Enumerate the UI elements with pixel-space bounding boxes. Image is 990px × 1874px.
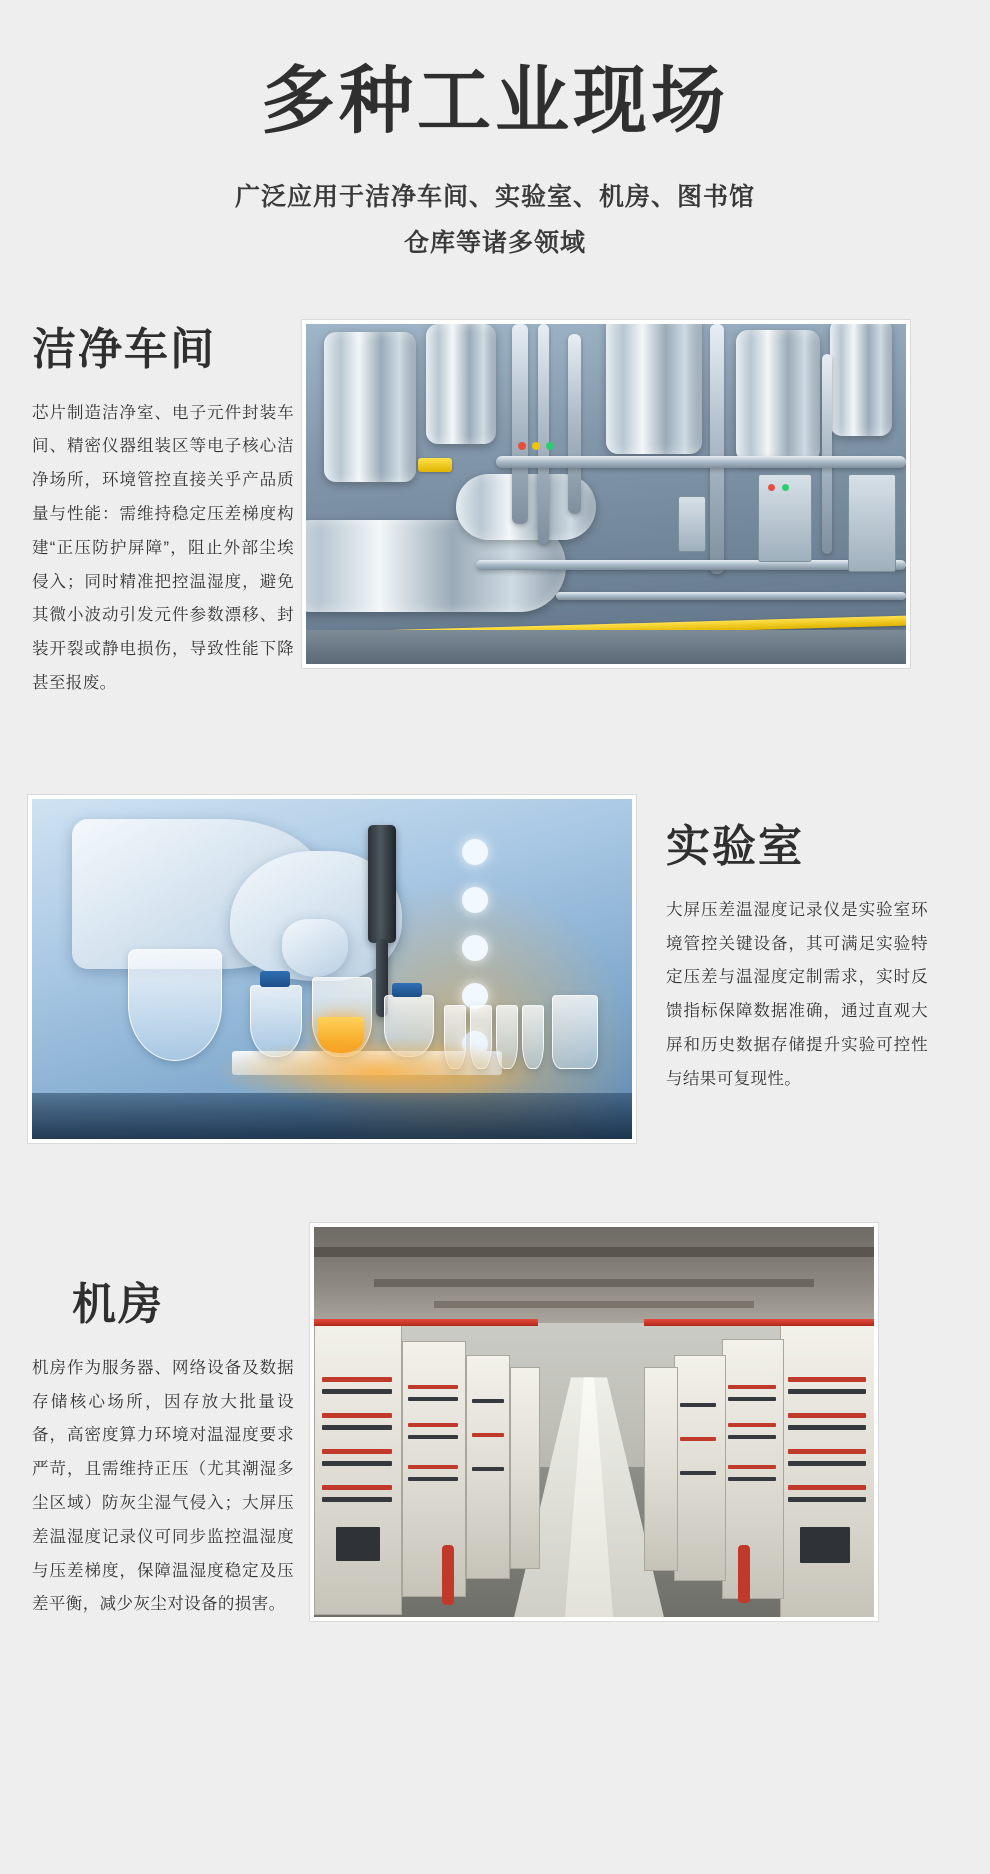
- laboratory-photo: [28, 795, 636, 1143]
- section-cleanroom: [0, 318, 990, 717]
- section-cleanroom-title: 洁净车间: [32, 325, 216, 375]
- section-cleanroom-text: [32, 318, 294, 717]
- section-laboratory-text: [666, 795, 928, 1113]
- section-cleanroom-body: 芯片制造洁净室、电子元件封装车间、精密仪器组装区等电子核心洁净场所，环境管控直接关乎产品质量与性能：需维持稳定压差梯度构建“正压防护屏障”，阻止外部尘埃侵入；同时精准把控温湿度，避免其微小波动引发元件参数漂移、封装开裂或静电损伤，导致性能下降甚至报废。: [32, 403, 294, 693]
- page-title: 多种工业现场: [261, 59, 729, 142]
- serverroom-illustration: [314, 1227, 874, 1617]
- section-serverroom-title: 机房: [72, 1280, 164, 1330]
- section-serverroom-text: [32, 1223, 294, 1638]
- subtitle-line-2: 仓库等诸多领域: [403, 228, 586, 257]
- section-serverroom: [0, 1223, 990, 1638]
- section-serverroom-body: 机房作为服务器、网络设备及数据存储核心场所，因存放大批量设备，高密度算力环境对温湿度要求严苛，且需维持正压（尤其潮湿多尘区域）防灰尘湿气侵入；大屏压差温湿度记录仪可同步监控温湿度与压差梯度，保障温湿度稳定及压差平衡，减少灰尘对设备的损害。: [32, 1358, 294, 1614]
- laboratory-illustration: [32, 799, 632, 1139]
- section-laboratory: [0, 795, 990, 1143]
- cleanroom-photo: [302, 320, 910, 668]
- section-laboratory-body: 大屏压差温湿度记录仪是实验室环境管控关键设备，其可满足实验特定压差与温湿度定制需求，实时反馈指标保障数据准确，通过直观大屏和历史数据存储提升实验可控性与结果可复现性。: [666, 900, 928, 1088]
- serverroom-photo: [310, 1223, 878, 1621]
- cleanroom-illustration: [306, 324, 906, 664]
- page-header: [0, 0, 990, 266]
- section-laboratory-title: 实验室: [666, 822, 804, 872]
- page-subtitle: [0, 174, 990, 267]
- subtitle-line-1: 广泛应用于洁净车间、实验室、机房、图书馆: [234, 182, 755, 211]
